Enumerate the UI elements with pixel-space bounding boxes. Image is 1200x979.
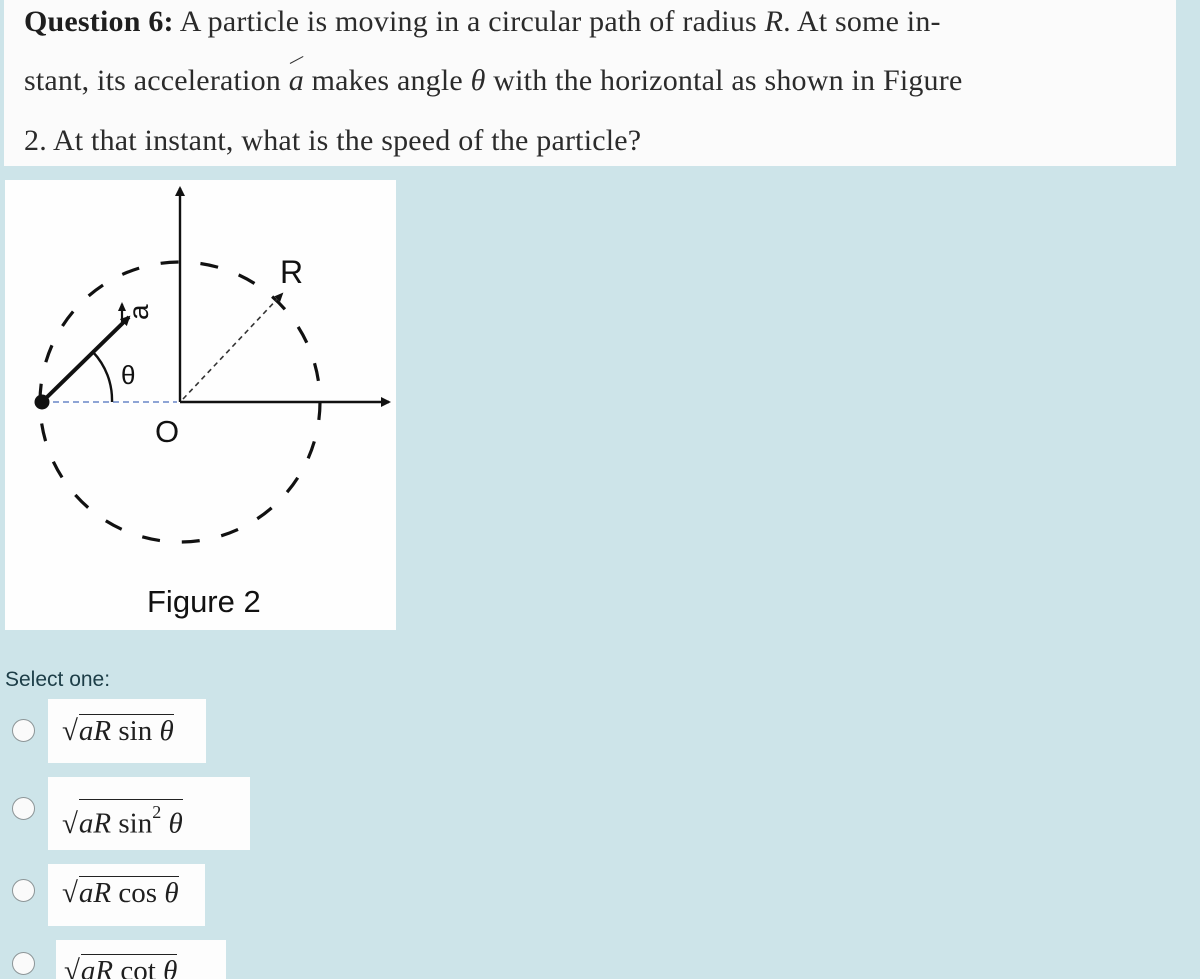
question-text-part: with the horizontal as shown in Figure — [493, 64, 963, 97]
radio-button-option-1[interactable] — [12, 719, 35, 742]
option-1-formula-box[interactable] — [48, 699, 206, 763]
formula-argument: θ — [168, 807, 183, 840]
question-number: Question 6: — [24, 5, 174, 38]
radius-variable: R — [764, 5, 784, 38]
question-text-box — [4, 0, 1176, 166]
radius-label: R — [280, 254, 304, 290]
center-label: O — [155, 414, 180, 449]
radio-button-option-3[interactable] — [12, 879, 35, 902]
theta-symbol: θ — [470, 64, 486, 97]
acceleration-vector-symbol: a — [288, 64, 304, 97]
formula-variable: aR — [78, 715, 112, 747]
figure-caption: Figure 2 — [147, 584, 261, 619]
question-line-3: 2. At that instant, what is the speed of the particle? — [24, 124, 642, 157]
formula-function: cos — [118, 877, 158, 909]
figure-2 — [5, 180, 396, 630]
theta-label: θ — [121, 360, 136, 390]
radio-button-option-2[interactable] — [12, 797, 35, 820]
radio-button-option-4[interactable] — [12, 952, 35, 975]
svg-text:a: a — [123, 304, 154, 320]
question-text-part: stant, its acceleration — [24, 64, 281, 97]
angle-arc — [93, 352, 112, 402]
option-4-formula-box[interactable] — [56, 940, 226, 979]
formula-function: cot — [120, 955, 156, 979]
question-text-part: . At some in- — [783, 5, 941, 38]
question-line-2 — [24, 64, 962, 98]
select-one-label: Select one: — [5, 668, 111, 691]
formula-variable: aR — [78, 877, 112, 909]
option-2-formula-box[interactable] — [48, 777, 250, 850]
option-3-formula: √aR cos θ — [62, 877, 179, 909]
question-text-part: makes angle — [311, 64, 463, 97]
question-text-part: A particle is moving in a circular path of radius — [179, 5, 757, 38]
formula-argument: θ — [163, 955, 178, 979]
formula-argument: θ — [159, 715, 174, 747]
formula-argument: θ — [164, 877, 179, 909]
formula-variable: aR — [80, 955, 114, 979]
question-line-1 — [24, 5, 941, 39]
option-2-formula: √aR $\sin^2 \theta$ — [62, 799, 183, 841]
vector-a-label — [122, 304, 154, 322]
formula-variable: aR — [78, 807, 112, 840]
radius-line — [183, 294, 282, 399]
option-4-formula: √aR cot θ — [64, 954, 177, 979]
formula-function: sin — [118, 715, 153, 747]
option-3-formula-box[interactable] — [48, 864, 205, 926]
circle-diagram — [5, 180, 396, 630]
acceleration-vector — [42, 317, 129, 402]
formula-function: sin — [118, 807, 153, 840]
option-1-formula: √aR sin θ — [62, 715, 174, 747]
formula-exponent: 2 — [152, 802, 162, 822]
